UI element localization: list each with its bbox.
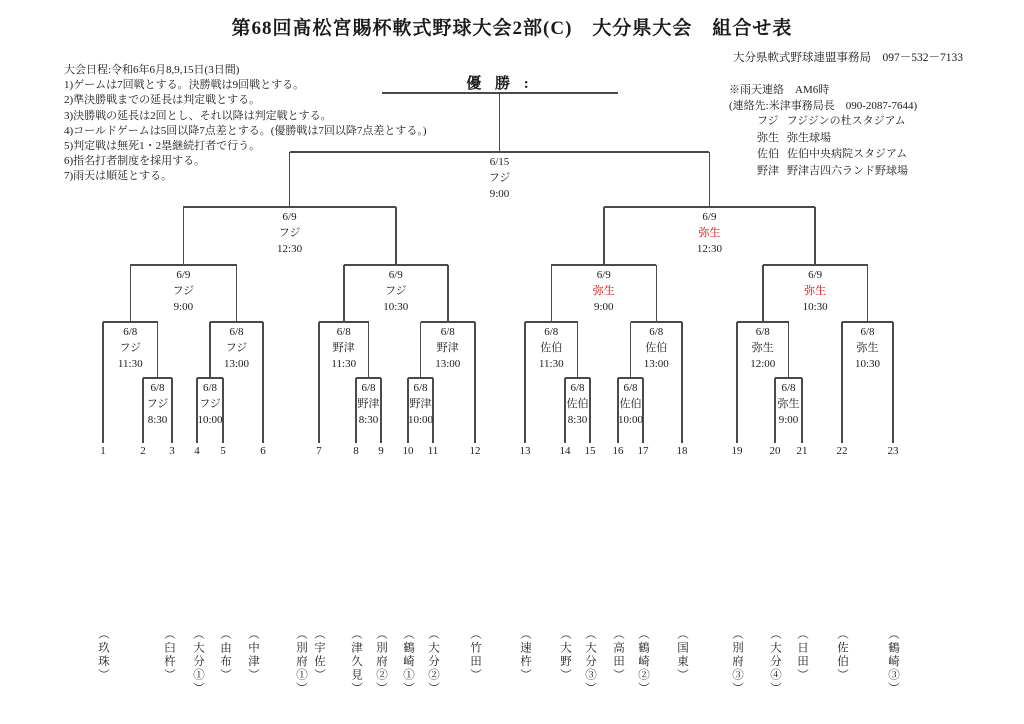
venue-legend-item [757,163,908,180]
match-time: 13:00 [643,358,669,370]
match-date: 6/8 [570,382,585,394]
draw-number: 5 [220,445,226,457]
match-label [90,324,170,372]
match-date: 6/8 [781,382,796,394]
match-time: 10:00 [407,414,434,426]
venue-name: フジジンの杜スタジアム [786,115,906,127]
draw-number: 12 [469,445,481,457]
team-name: （中津） [247,628,259,682]
champion-line [382,92,618,94]
team-name: （宇佐） [313,628,325,682]
match-label [381,380,461,428]
team-name: （日田） [796,628,808,682]
match-venue: 弥生 [804,285,827,297]
bracket-line-vertical [130,265,132,322]
team-name: （大野） [559,628,571,682]
match-date: 6/8 [413,382,428,394]
draw-number: 1 [100,445,106,457]
team-name: （鶴崎①） [402,628,414,696]
match-venue: 佐伯 [540,342,563,354]
draw-number: 15 [584,445,596,457]
match-time: 8:30 [567,414,588,426]
venue-legend-item [757,113,908,130]
rule-item: 3)決勝戦の延長は2回とし、それ以降は判定戦とする。 [64,109,332,122]
match-time: 10:30 [854,358,881,370]
match-venue: 野津 [357,398,380,410]
contact-person: (連絡先:米津事務局長 090-2087-7644) [729,100,918,112]
bracket-line-vertical [236,265,238,322]
match-time: 10:30 [802,301,828,313]
match-date: 6/15 [489,156,510,168]
venue-legend [757,113,908,179]
match-date: 6/8 [202,382,218,394]
rule-item: 2)準決勝戦までの延長は判定戦とする。 [64,94,261,107]
match-label [564,267,644,315]
match-venue: フジ [278,227,301,239]
federation-contact: 大分県軟式野球連盟事務局 097－532－7133 [733,52,963,64]
match-label [143,267,223,315]
team-name: （大分④） [769,628,781,696]
match-time: 11:30 [117,358,143,370]
team-name: （大分①） [192,628,204,696]
bracket-line-vertical [289,152,291,207]
team-name: （高田） [612,628,624,682]
champion-label: 優 勝 : [466,76,534,92]
venue-name: 佐伯中央病院スタジアム [787,148,908,160]
match-venue: 弥生 [698,227,721,239]
match-venue: 弥生 [592,285,615,297]
rule-item: 7)雨天は順延とする。 [64,170,173,183]
match-date: 6/9 [702,211,717,223]
match-time: 8:30 [147,414,168,426]
draw-number: 7 [316,445,322,457]
team-name: （鶴崎③） [887,628,899,696]
match-date: 6/8 [123,326,138,338]
match-venue: 野津 [409,398,432,410]
match-time: 9:00 [489,188,510,200]
match-venue: 佐伯 [645,342,668,354]
match-label [828,324,908,372]
venue-code: 佐伯 [757,148,779,160]
draw-number: 13 [519,445,531,457]
match-venue: 弥生 [777,398,800,410]
match-venue: フジ [172,285,195,297]
draw-number: 21 [796,445,808,457]
match-label [356,267,436,315]
match-venue: フジ [384,285,407,297]
match-time: 9:00 [778,414,799,426]
match-venue: フジ [225,342,248,354]
venue-code: 野津 [757,164,779,177]
draw-number: 23 [887,445,899,457]
tournament-schedule: 大会日程:令和6年6月8,9,15日(3日間) [64,64,240,76]
page-title: 第68回髙松宮賜杯軟式野球大会2部(C) 大分県大会 組合せ表 [231,18,793,39]
venue-legend-item [757,130,908,147]
bracket-line-vertical [447,265,449,322]
bracket-line-vertical [814,207,816,265]
rain-contact-note: ※雨天連絡 AM6時 [729,84,830,96]
match-time: 9:00 [173,301,194,313]
match-time: 11:30 [331,358,357,370]
match-date: 6/9 [596,269,611,281]
team-name: （別府②） [375,628,387,696]
match-time: 9:00 [593,301,614,313]
match-venue: 弥生 [751,342,774,354]
team-name: （臼杵） [163,628,175,682]
match-time: 10:30 [383,301,409,313]
match-venue: フジ [488,172,511,184]
match-time: 12:30 [277,243,303,255]
match-label [304,324,384,372]
draw-number: 17 [637,445,649,457]
draw-number: 22 [836,445,848,457]
bracket-line-vertical [709,152,711,207]
match-time: 8:30 [358,414,379,426]
draw-number: 14 [559,445,571,457]
rule-item: 6)指名打者制度を採用する。 [64,155,206,168]
team-name: （玖珠） [97,628,109,682]
match-date: 6/9 [282,211,297,223]
bracket-line-vertical [867,265,869,322]
match-date: 6/8 [440,326,455,338]
draw-number: 19 [731,445,743,457]
venue-name: 野津吉四六ランド野球場 [787,164,908,177]
rule-item: 5)判定戦は無死1・2塁継続打者で行う。 [64,140,261,153]
bracket-line-vertical [183,207,185,265]
venue-legend-item [757,146,908,163]
team-name: （由布） [219,628,231,682]
match-date: 6/8 [150,382,165,394]
draw-number: 18 [676,445,688,457]
bracket-line-vertical [343,265,345,322]
match-date: 6/9 [808,269,823,281]
team-name: （別府①） [295,628,307,696]
match-date: 6/8 [544,326,559,338]
match-time: 12:30 [696,243,722,255]
match-date: 6/8 [336,326,351,338]
match-time: 10:00 [197,414,223,426]
match-time: 11:30 [538,358,564,370]
draw-number: 2 [140,445,146,457]
draw-number: 11 [427,445,439,457]
tournament-rules [64,63,427,185]
match-label [591,380,671,428]
draw-number: 16 [612,445,624,457]
match-label [408,324,488,372]
draw-number: 20 [769,445,781,457]
match-label [749,380,829,428]
draw-number: 3 [169,445,175,457]
match-time: 13:00 [223,358,250,370]
venue-code: 弥生 [757,131,779,144]
match-venue: フジ [146,398,169,410]
match-date: 6/8 [229,326,244,338]
team-name: （大分③） [584,628,596,696]
draw-number: 10 [402,445,414,457]
match-label [775,267,855,315]
bracket-line-vertical [656,265,658,322]
bracket-line-vertical [762,265,764,322]
match-date: 6/8 [860,326,875,338]
match-date: 6/8 [361,382,376,394]
match-time: 10:00 [617,414,644,426]
team-name: （速杵） [519,628,531,682]
match-label [723,324,803,372]
team-name: （津久見） [350,628,362,696]
match-venue: 佐伯 [619,398,642,410]
match-label [250,209,330,257]
match-venue: フジ [199,398,221,410]
match-venue: 野津 [332,342,355,354]
match-venue: 弥生 [856,342,879,354]
bracket-line-vertical [603,207,605,265]
match-date: 6/9 [176,269,191,281]
match-label [460,154,540,202]
match-date: 6/8 [755,326,770,338]
draw-number: 9 [378,445,384,457]
match-venue: フジ [119,342,142,354]
match-venue: 佐伯 [566,398,589,410]
match-label [170,380,250,428]
team-name: （鶴崎②） [637,628,649,696]
venue-code: フジ [757,115,779,127]
match-label [511,324,591,372]
match-time: 13:00 [435,358,461,370]
match-time: 12:00 [750,358,776,370]
match-label [669,209,749,257]
venue-name: 弥生球場 [787,131,831,144]
match-venue: 野津 [436,342,459,354]
draw-number: 4 [194,445,200,457]
match-date: 6/8 [623,382,638,394]
draw-number: 8 [353,445,359,457]
team-name: （国東） [676,628,688,682]
team-name: （竹田） [469,628,481,682]
match-date: 6/8 [649,326,664,338]
team-name: （別府③） [731,628,743,696]
team-name: （佐伯） [836,628,848,682]
rule-item: 1)ゲームは7回戦とする。決勝戦は9回戦とする。 [64,79,305,92]
draw-number: 6 [260,445,266,457]
rule-item: 4)コールドゲームは5回以降7点差とする。(優勝戦は7回以降7点差とする。) [64,124,427,137]
bracket-line-vertical [551,265,553,322]
match-label [616,324,696,372]
team-name: （大分②） [427,628,439,696]
match-date: 6/9 [388,269,403,281]
bracket-line-vertical [395,207,397,265]
bracket-line-vertical [499,93,501,152]
match-label [197,324,277,372]
